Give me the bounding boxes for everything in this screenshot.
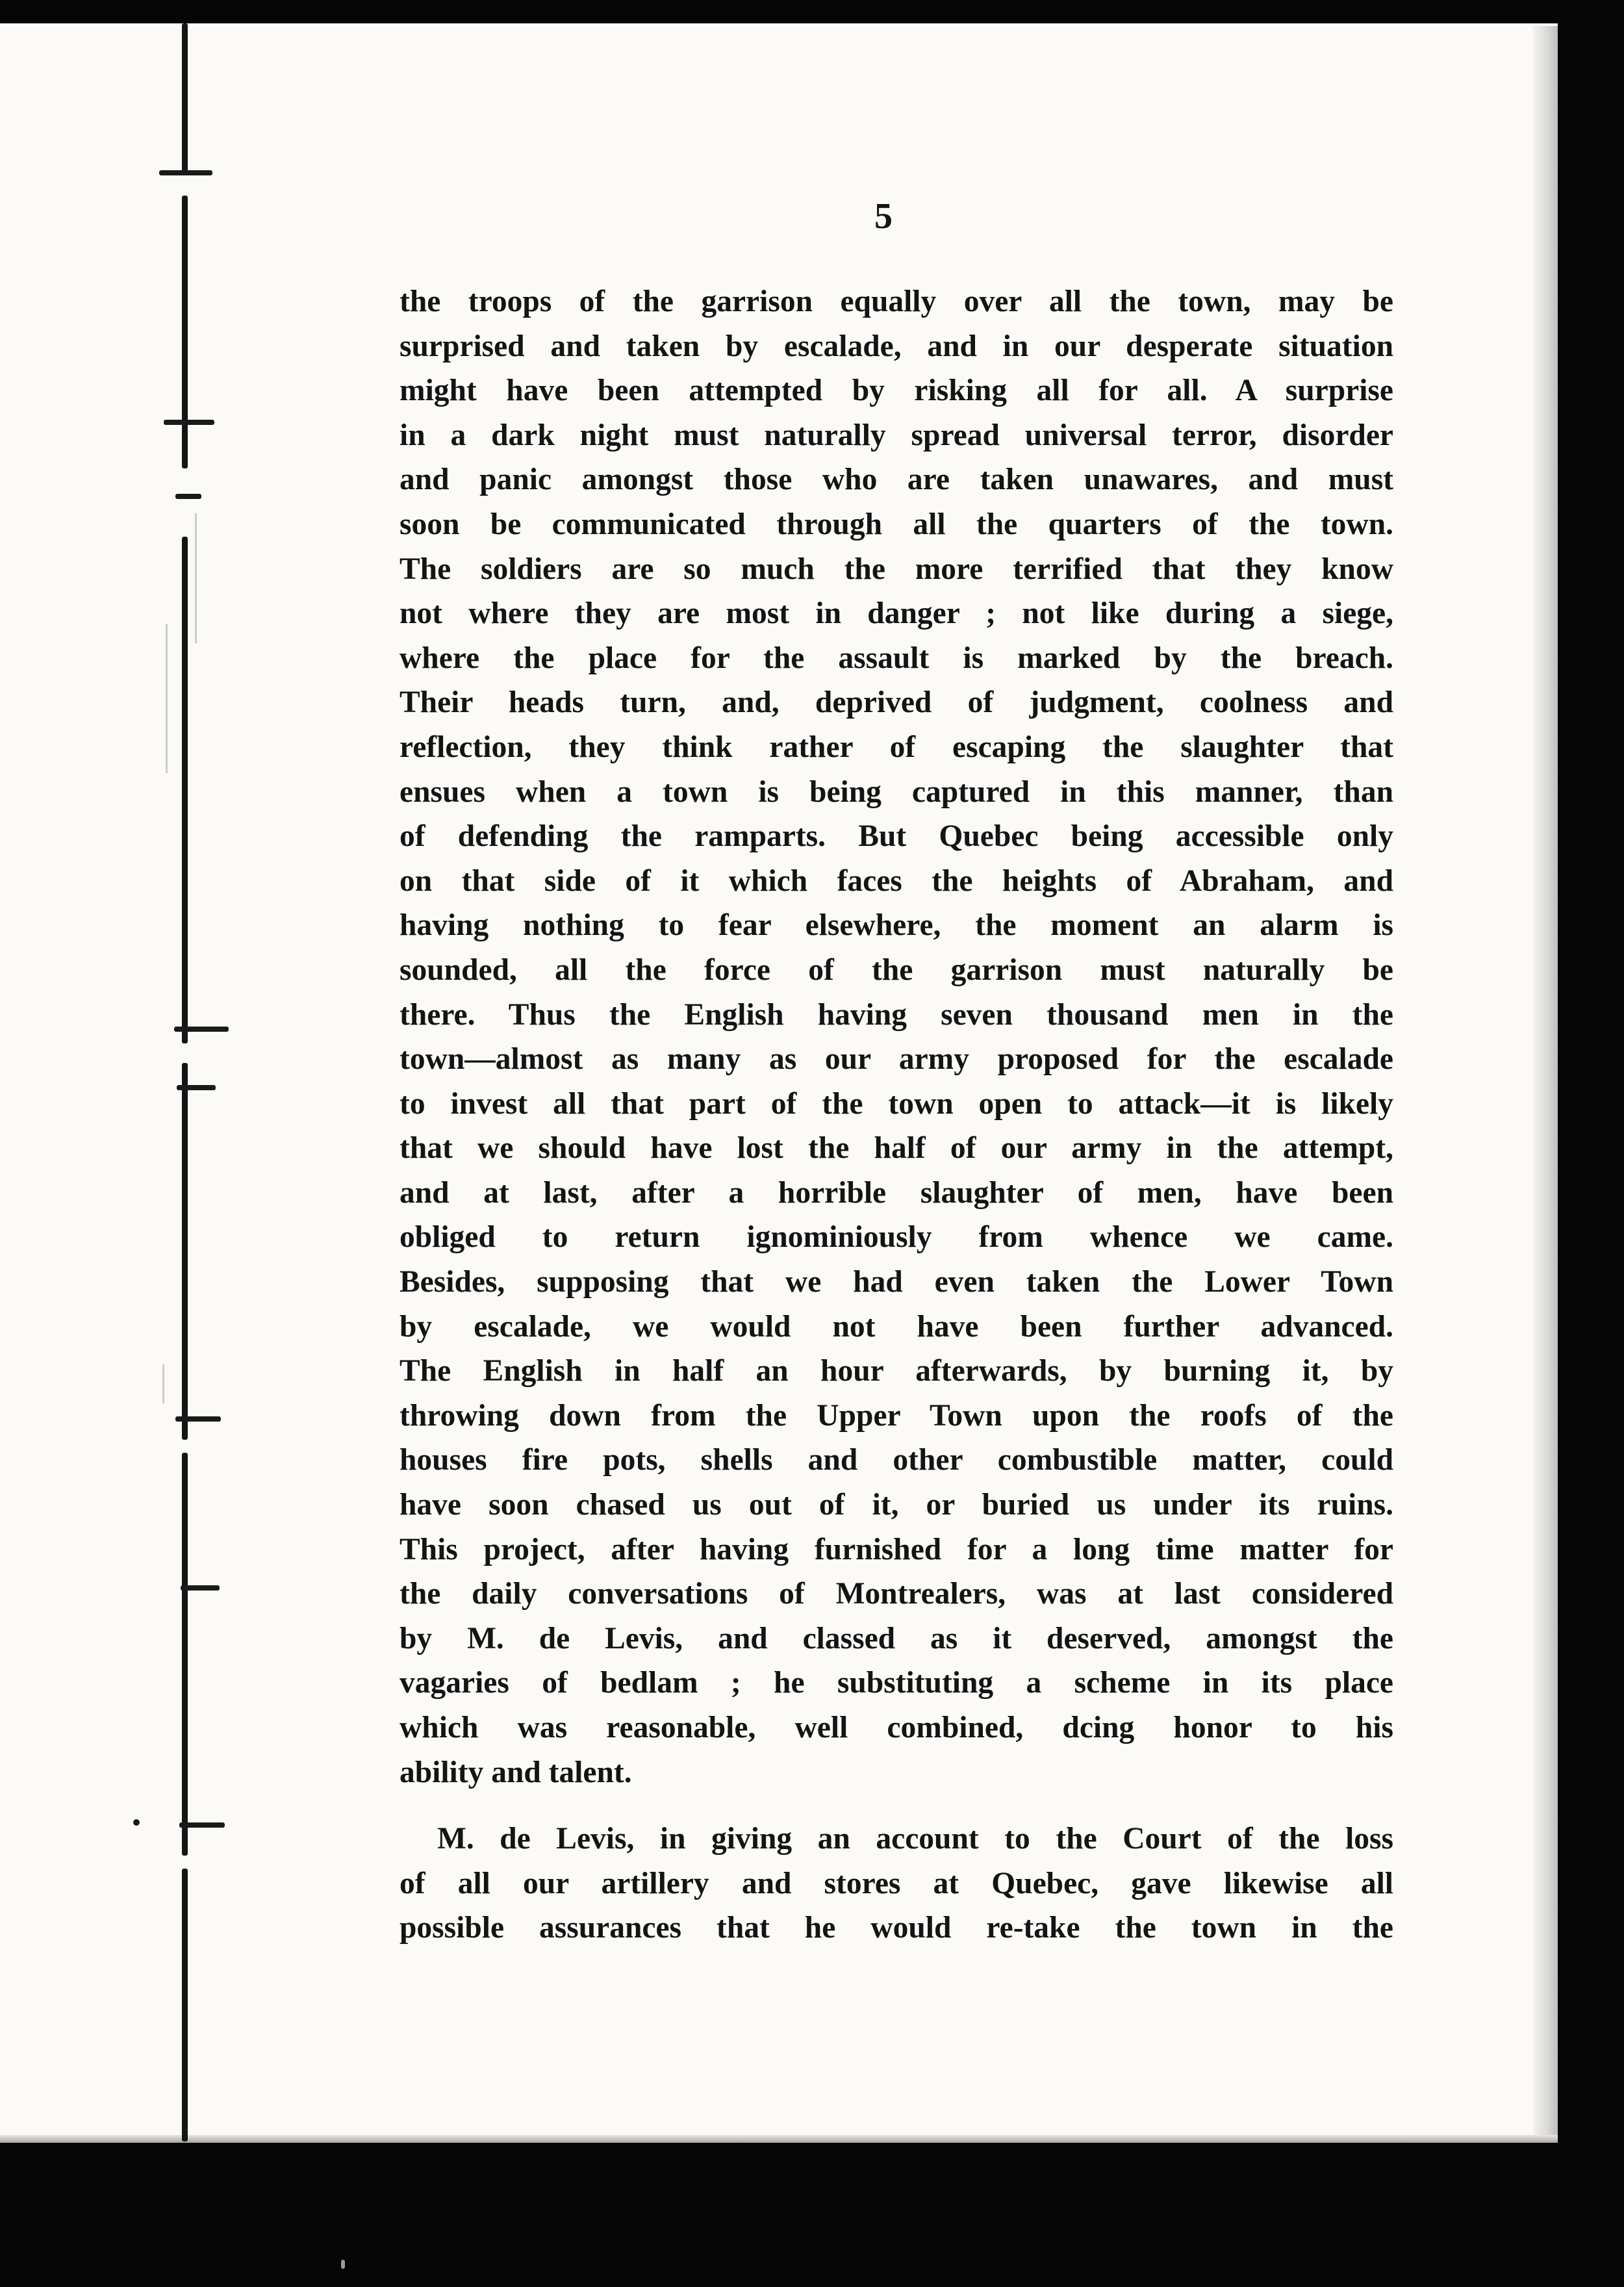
text-line: having nothing to fear elsewhere, the moment an alarm is <box>400 908 1393 943</box>
text-line: might have been attempted by risking all for all. A surprise <box>400 374 1393 408</box>
text-line: possible assurances that he would re-take the town in the <box>400 1911 1393 1945</box>
text-line: the daily conversations of Montrealers, was at last considered <box>400 1577 1393 1611</box>
text-line: have soon chased us out of it, or buried us under its ruins. <box>400 1488 1393 1522</box>
loose-thread <box>162 1364 164 1403</box>
text-line: Besides, supposing that we had even taken the Lower Town <box>400 1265 1393 1299</box>
text-line: sounded, all the force of the garrison must naturally be <box>400 952 1393 987</box>
loose-thread <box>195 513 197 643</box>
text-line: and panic amongst those who are taken unawares, and must <box>400 463 1393 497</box>
page-number: 5 <box>874 196 893 236</box>
loose-thread <box>166 624 168 773</box>
text-line: that we should have lost the half of our army in the attempt, <box>400 1131 1393 1166</box>
text-line: the troops of the garrison equally over all the town, may be <box>400 285 1393 318</box>
text-line: vagaries of bedlam ; he substituting a scheme in its place <box>400 1666 1393 1700</box>
text-line: Their heads turn, and, deprived of judgment, coolness and <box>400 685 1393 720</box>
page-right-edge <box>1533 26 1558 2143</box>
text-line: This project, after having furnished for a long time matter for <box>400 1532 1393 1566</box>
stitch-mark <box>179 1822 225 1828</box>
text-line: there. Thus the English having seven thousand men in the <box>400 997 1393 1032</box>
ink-speck <box>341 2260 345 2269</box>
text-line: soon be communicated through all the quarters of the town. <box>400 507 1393 541</box>
text-line: ensues when a town is being captured in this manner, than <box>400 774 1393 809</box>
stitch-mark <box>174 1027 229 1032</box>
text-line: The soldiers are so much the more terrified that they know <box>400 552 1393 586</box>
text-line: obliged to return ignominiously from whence we came. <box>400 1220 1393 1255</box>
text-line: where the place for the assault is marked by the breach. <box>400 641 1393 675</box>
text-line: by M. de Levis, and classed as it deserved, amongst the <box>400 1621 1393 1655</box>
stitch-mark <box>175 1416 221 1422</box>
body-text <box>400 279 1393 1950</box>
stitch-mark <box>175 494 201 499</box>
text-line: ability and talent. <box>400 1755 632 1789</box>
stitch-mark <box>181 1585 220 1591</box>
page-bottom-edge <box>0 2135 1558 2143</box>
text-line: surprised and taken by escalade, and in our desperate situation <box>400 329 1393 363</box>
text-line: of defending the ramparts. But Quebec being accessible only <box>400 819 1393 854</box>
text-line: by escalade, we would not have been further advanced. <box>400 1309 1393 1344</box>
text-line: in a dark night must naturally spread universal terror, disorder <box>400 418 1393 452</box>
text-line: of all our artillery and stores at Quebec, gave likewise all <box>400 1866 1393 1900</box>
text-line: The English in half an hour afterwards, by burning it, by <box>400 1354 1393 1388</box>
paragraph-spacer <box>400 1795 1393 1817</box>
stitch-mark <box>177 1085 216 1090</box>
text-line: reflection, they think rather of escaping the slaughter that <box>400 730 1393 764</box>
text-line: to invest all that part of the town open to attack—it is likely <box>400 1086 1393 1121</box>
text-line: houses fire pots, shells and other combustible matter, could <box>400 1443 1393 1477</box>
text-line: and at last, after a horrible slaughter of men, have been <box>400 1175 1393 1210</box>
text-line: town—almost as many as our army proposed for the escalade <box>400 1042 1393 1077</box>
ink-speck <box>133 1819 140 1826</box>
text-line: M. de Levis, in giving an account to the Court of the loss <box>437 1822 1393 1856</box>
text-line: on that side of it which faces the heights of Abraham, and <box>400 863 1393 898</box>
text-line: not where they are most in danger ; not like during a siege, <box>400 596 1393 631</box>
binding-margin <box>0 23 168 2143</box>
text-line: throwing down from the Upper Town upon the roofs of the <box>400 1398 1393 1433</box>
stitch-mark <box>164 420 214 425</box>
paragraph <box>400 1817 1393 1950</box>
paragraph <box>400 279 1393 1795</box>
stitch-mark <box>159 170 212 175</box>
text-line: which was reasonable, well combined, dcing honor to his <box>400 1711 1393 1744</box>
